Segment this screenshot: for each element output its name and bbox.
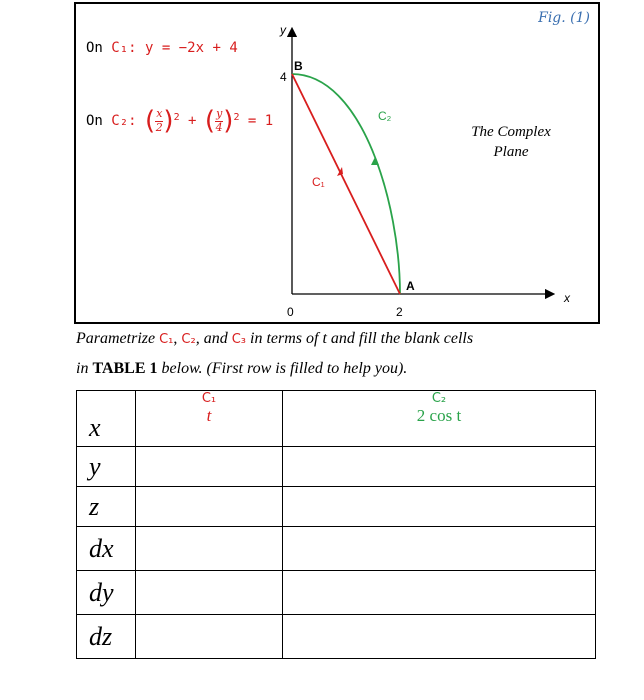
table-1 [76, 390, 596, 659]
eq2-rest: = 1 [247, 113, 274, 129]
instr-c1: C₁ [159, 332, 174, 347]
instr-sep1: , [173, 330, 178, 347]
eq2-prefix: On [86, 113, 103, 129]
c2-curve-label: C₂ [378, 109, 392, 123]
row-label-dz: dz [77, 615, 136, 659]
instr-line2-b: below. (First row is filled to help you). [161, 360, 408, 377]
instructions-line2 [76, 360, 636, 378]
eq2-term-x: ( $\frac{x}{2}$ ) 2 [145, 106, 180, 136]
cell-c1-dy[interactable] [136, 571, 283, 615]
eq1-expression: y = −2x + 4 [145, 40, 238, 56]
eq1-curve-name: C₁: [111, 40, 137, 56]
cell-c1-y[interactable] [136, 447, 283, 487]
table-row [77, 615, 596, 659]
eq2-term-y: ( $\frac{y}{4}$ ) 2 [204, 106, 240, 136]
instr-text-b: in terms of t and fill the blank cells [250, 330, 474, 347]
table-row [77, 487, 596, 527]
table-row [77, 447, 596, 487]
eq2-frac1-den: 2 [155, 120, 163, 134]
eq2-power-1: 2 [173, 111, 180, 123]
tick-y-4: 4 [280, 70, 287, 84]
c1-curve-label: C₁ [312, 175, 325, 189]
row-label-text: x [89, 412, 101, 442]
cell-c2-dz[interactable] [283, 615, 596, 659]
equation-c2: On C₂: ( $\frac{x}{2}$ ) 2 + ( $\frac{y}{4}$ ) 2 = 1 [86, 106, 274, 136]
tick-x-2: 2 [396, 305, 403, 319]
cell-c2-y[interactable] [283, 447, 596, 487]
curve-c2-arrow [371, 157, 379, 165]
complex-plane-plot [76, 4, 598, 322]
eq2-power-2: 2 [233, 111, 240, 123]
figure-label: Fig. (1) [538, 10, 590, 26]
cell-c2-x-value: 2 cos t [416, 406, 462, 425]
header-c1: C₁ [201, 391, 217, 406]
instr-text-a: Parametrize [76, 330, 156, 347]
eq2-frac2-den: 4 [215, 120, 223, 134]
table-row [77, 391, 596, 447]
row-label-dx: dx [77, 527, 136, 571]
row-label-z: z [77, 487, 136, 527]
eq2-frac1-num: x [156, 107, 163, 121]
tick-x-0: 0 [287, 305, 294, 319]
instr-table-ref: TABLE 1 [92, 360, 158, 377]
figure-box [74, 2, 600, 324]
row-label-y: y [77, 447, 136, 487]
cell-c2-dy[interactable] [283, 571, 596, 615]
eq1-prefix: On [86, 40, 103, 56]
y-axis-label: y [280, 23, 286, 37]
cell-c1-z[interactable] [136, 487, 283, 527]
cell-c2-z[interactable] [283, 487, 596, 527]
cell-c1-x-value: t [206, 406, 212, 425]
cell-c2-dx[interactable] [283, 527, 596, 571]
eq2-frac2-num: y [216, 107, 223, 121]
header-c2: C₂ [431, 391, 447, 406]
instr-sep2: , and [195, 330, 228, 347]
cell-c1-dx[interactable] [136, 527, 283, 571]
plane-label-line1: The Complex [471, 124, 551, 140]
table-row [77, 527, 596, 571]
cell-c1-x[interactable] [136, 391, 283, 447]
eq2-curve-name: C₂: [111, 113, 137, 129]
x-axis-label: x [564, 291, 570, 305]
plane-label-line2: Plane [493, 144, 529, 160]
cell-c2-x[interactable] [283, 391, 596, 447]
point-b-label: B [294, 59, 303, 73]
instr-line2-a: in [76, 360, 89, 377]
point-a-label: A [406, 279, 415, 293]
instr-c3: C₃ [231, 332, 246, 347]
row-label-x [77, 391, 136, 447]
cell-c1-dz[interactable] [136, 615, 283, 659]
table-row [77, 571, 596, 615]
instructions-line1 [76, 330, 636, 348]
row-label-dy: dy [77, 571, 136, 615]
instr-c2: C₂ [181, 332, 196, 347]
